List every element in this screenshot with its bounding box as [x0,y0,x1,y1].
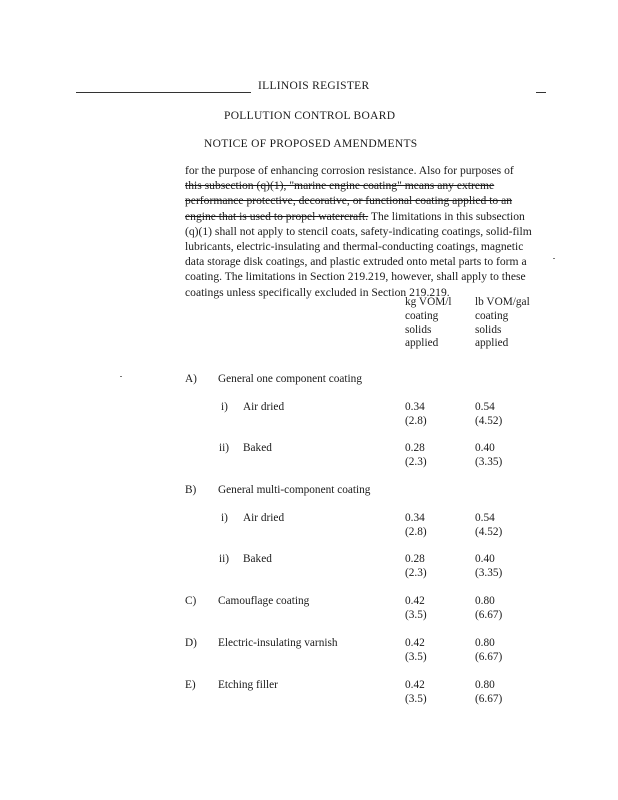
board-title: POLLUTION CONTROL BOARD [224,110,396,122]
paragraph-line [185,254,570,269]
lb-value: 0.80 [475,679,495,691]
section-letter: B) [185,484,197,496]
struck-text: performance protective, decorative, or functional coating applied to an [185,194,513,208]
notice-title: NOTICE OF PROPOSED AMENDMENTS [204,138,418,150]
lb-value: 0.40 [475,442,495,454]
paragraph-line [185,163,570,178]
kg-alt-value: (3.5) [405,693,427,705]
column-header-line: applied [475,337,509,350]
column-header-line: solids [475,323,502,336]
lb-alt-value: (3.35) [475,456,503,468]
paragraph-text: coating. The limitations in Section 219.219, however, shall apply to these [185,270,526,284]
paragraph-text: data storage disk coatings, and plastic extruded onto metal parts to form a [185,255,527,269]
paragraph-line [185,209,570,224]
section-letter: D) [185,637,197,649]
register-title: ILLINOIS REGISTER [258,80,370,92]
paragraph-line [185,193,570,208]
struck-text: this subsection (q)(1), "marine engine coating" means any extreme [185,179,495,193]
section-label: General one component coating [218,373,362,385]
paragraph-text: lubricants, electric-insulating and thermal-conducting coatings, magnetic [185,240,524,254]
subsection-roman: ii) [219,553,230,565]
subsection-label: Air dried [243,401,285,413]
lb-value: 0.40 [475,553,495,565]
lb-value: 0.54 [475,401,495,413]
subsection-label: Baked [243,553,272,565]
section-label: Etching filler [218,679,278,691]
kg-value: 0.42 [405,595,425,607]
lb-alt-value: (6.67) [475,609,503,621]
lb-value: 0.80 [475,595,495,607]
scan-speck [120,376,122,377]
paragraph-line [185,224,570,239]
kg-alt-value: (2.8) [405,526,427,538]
paragraph-line [185,239,570,254]
section-letter: C) [185,595,197,607]
column-header-line: solids [405,323,432,336]
subsection-roman: i) [221,512,228,524]
header-right-rule [536,92,546,93]
lb-alt-value: (4.52) [475,415,503,427]
scan-speck [553,258,555,259]
paragraph-text: for the purpose of enhancing corrosion resistance. Also for purposes of [185,164,514,177]
kg-value: 0.42 [405,637,425,649]
lb-alt-value: (4.52) [475,526,503,538]
paragraph-line [185,269,570,284]
column-header-line: coating [475,309,509,322]
column-header-line: kg VOM/l [405,296,452,308]
column-header-line: coating [405,309,439,322]
section-label: Camouflage coating [218,595,310,607]
lb-value: 0.80 [475,637,495,649]
paragraph-line [185,178,570,193]
subsection-label: Air dried [243,512,285,524]
column-header-line: lb VOM/gal [475,296,530,308]
lb-alt-value: (3.35) [475,567,503,579]
kg-alt-value: (2.3) [405,456,427,468]
section-letter: E) [185,679,196,691]
kg-alt-value: (2.8) [405,415,427,427]
section-label: General multi-component coating [218,484,371,496]
kg-alt-value: (3.5) [405,609,427,621]
column-header-line: applied [405,337,439,350]
struck-text: engine that is used to propel watercraft. [185,209,369,223]
kg-alt-value: (2.3) [405,567,427,579]
kg-alt-value: (3.5) [405,651,427,663]
kg-value: 0.34 [405,512,425,524]
kg-value: 0.34 [405,401,425,413]
paragraph-text: (q)(1) shall not apply to stencil coats, safety-indicating coatings, solid-film [185,224,532,238]
lb-alt-value: (6.67) [475,651,503,663]
header-left-rule [76,92,251,93]
subsection-roman: i) [221,401,228,413]
lb-value: 0.54 [475,512,495,524]
section-label: Electric-insulating varnish [218,637,338,649]
section-letter: A) [185,373,197,385]
kg-value: 0.28 [405,442,425,454]
subsection-label: Baked [243,442,272,454]
amendment-paragraph [185,163,570,300]
kg-value: 0.42 [405,679,425,691]
kg-value: 0.28 [405,553,425,565]
paragraph-text: coatings unless specifically excluded in Section 219.219. [185,285,450,299]
paragraph-text: The limitations in this subsection [368,209,525,223]
lb-alt-value: (6.67) [475,693,503,705]
subsection-roman: ii) [219,442,230,454]
